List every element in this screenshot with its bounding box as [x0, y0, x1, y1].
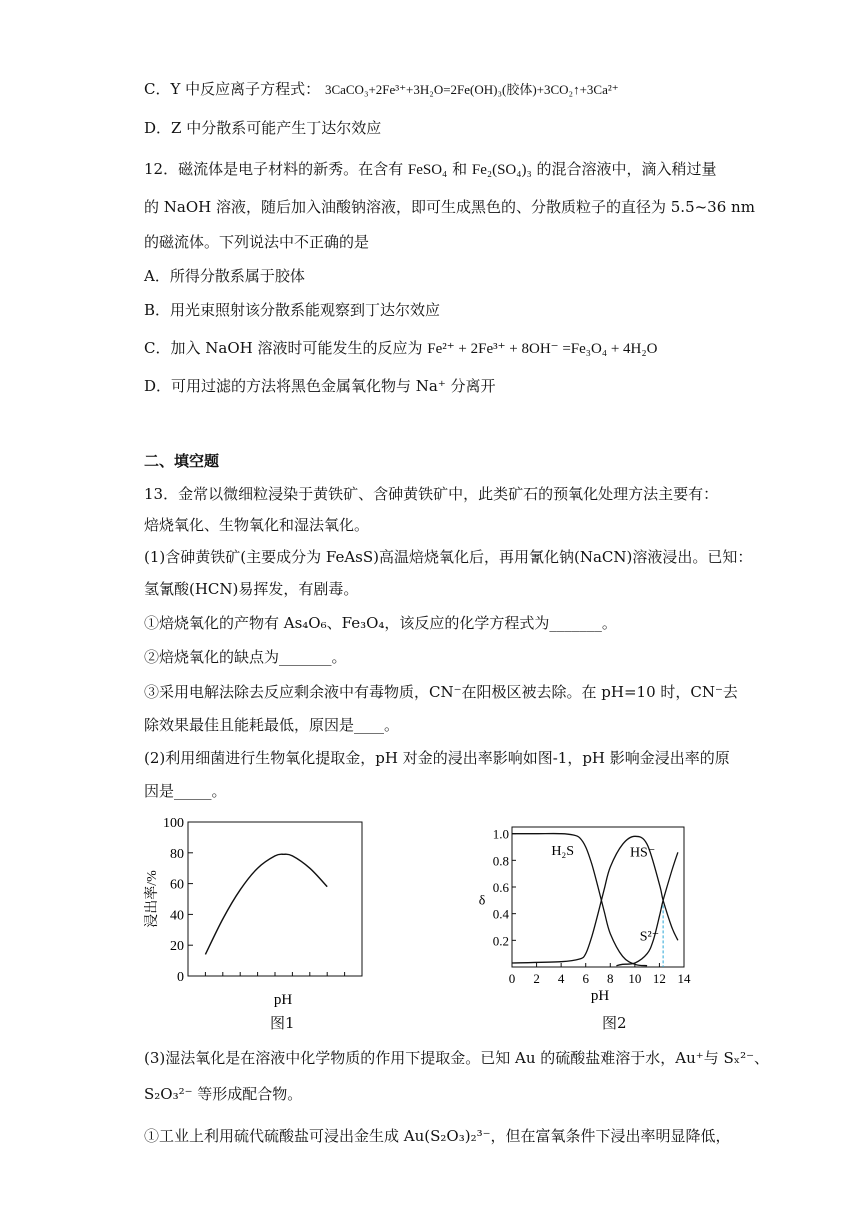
- q12-option-a: A．所得分散系属于胶体: [144, 267, 305, 285]
- fe2so43-formula: Fe₂(SO₄)₃: [471, 162, 532, 178]
- figure-2-xtick-label: 10: [628, 971, 642, 986]
- figure-1-series-line: [205, 854, 327, 954]
- q13-part1-item2: ②焙烧氧化的缺点为_______。: [144, 648, 347, 666]
- q11-option-d: D．Z 中分散系可能产生丁达尔效应: [144, 119, 382, 137]
- figure-2-xtick-label: 14: [677, 971, 691, 986]
- figure-1-ytick-label: 80: [170, 846, 184, 862]
- q11-option-c: [144, 78, 619, 101]
- figure-2-xtick-label: 6: [582, 971, 589, 986]
- figure-2-ytick-label: 0.8: [492, 853, 509, 869]
- q12-stem-line3: 的磁流体。下列说法中不正确的是: [144, 233, 370, 251]
- figure-1-xlabel: pH: [273, 992, 293, 1008]
- figure-1-chart: [140, 812, 380, 1012]
- figure-2-xtick-label: 0: [508, 971, 516, 986]
- q13-stem-line2: 焙烧氧化、生物氧化和湿法氧化。: [144, 516, 370, 534]
- q12-reaction-formula: Fe²⁺ + 2Fe³⁺ + 8OH⁻ =Fe₃O₄ + 4H₂O: [427, 341, 658, 357]
- figure-2-ytick-label: 1.0: [492, 826, 509, 842]
- figure-1-ytick-label: 0: [177, 970, 184, 985]
- q13-part1-item1: ①焙烧氧化的产物有 As₄O₆、Fe₃O₄，该反应的化学方程式为_______。: [144, 614, 617, 632]
- figure-2-plot-frame: [512, 827, 684, 967]
- q13-part3-line1: (3)湿法氧化是在溶液中化学物质的作用下提取金。已知 Au 的硫酸盐难溶于水，Au⁺与 Sₓ²⁻、: [144, 1049, 770, 1067]
- figure-2-series-line-2: [616, 852, 678, 965]
- q13-part1-item3-line2: 除效果最佳且能耗最低，原因是____。: [144, 716, 400, 734]
- figure-1-ytick-label: 60: [170, 877, 184, 893]
- q13-part1-line2: 氢氰酸(HCN)易挥发，有剧毒。: [144, 580, 359, 598]
- figure-2-xtick-label: 12: [652, 971, 666, 986]
- section-heading: 二、填空题: [144, 452, 220, 470]
- figure-2-xtick-label: 8: [607, 971, 614, 986]
- figure-2-ylabel: δ: [478, 893, 486, 909]
- q12-stem-text-b: 和: [452, 160, 468, 178]
- q12-option-d: D．可用过滤的方法将黑色金属氧化物与 Na⁺ 分离开: [144, 377, 496, 395]
- q12-stem-text-a: 12．磁流体是电子材料的新秀。在含有: [144, 160, 404, 178]
- figure-2-series-label-0: H₂S: [551, 844, 575, 859]
- q13-stem-line1: 13．金常以微细粒浸染于黄铁矿、含砷黄铁矿中，此类矿石的预氧化处理方法主要有：: [144, 485, 719, 503]
- q12-stem-line1: [144, 158, 717, 181]
- q11-option-c-label: C．Y 中反应离子方程式：: [144, 80, 321, 98]
- q13-part1-item3-line1: ③采用电解法除去反应剩余液中有毒物质，CN⁻在阳极区被去除。在 pH=10 时，CN⁻去: [144, 683, 738, 701]
- figure-1-caption: 图1: [270, 1014, 295, 1032]
- q11-option-c-equation: 3CaCO₃+2Fe³⁺+3H₂O=2Fe(OH)₃(胶体)+3CO₂↑+3Ca²⁺: [324, 82, 619, 97]
- figure-1-ytick-label: 40: [170, 908, 184, 924]
- figure-1-ytick-label: 100: [163, 816, 184, 831]
- q12-option-c: [144, 337, 657, 360]
- figure-2-xtick-label: 2: [533, 971, 540, 986]
- figure-2-ytick-label: 0.4: [492, 906, 509, 922]
- figure-2-ytick-label: 0.6: [492, 880, 509, 895]
- figure-1-plot-frame: [188, 822, 362, 976]
- q12-option-b: B．用光束照射该分散系能观察到丁达尔效应: [144, 301, 441, 319]
- q13-part3-line2: S₂O₃²⁻ 等形成配合物。: [144, 1085, 303, 1103]
- q12-stem-line2: 的 NaOH 溶液，随后加入油酸钠溶液，即可生成黑色的、分散质粒子的直径为 5.5~36 nm: [144, 198, 755, 216]
- figure-2-xtick-label: 4: [557, 971, 565, 986]
- q13-part1-line1: (1)含砷黄铁矿(主要成分为 FeAsS)高温焙烧氧化后，再用氰化钠(NaCN)溶液浸出。已知：: [144, 548, 753, 566]
- figure-2-series-line-0: [512, 834, 647, 966]
- q13-part3-item1: ①工业上利用硫代硫酸盐可浸出金生成 Au(S₂O₃)₂³⁻，但在富氧条件下浸出率明显降低，: [144, 1127, 731, 1145]
- q13-part2-line1: (2)利用细菌进行生物氧化提取金，pH 对金的浸出率影响如图-1，pH 影响金浸出率的原: [144, 749, 730, 767]
- figure-2-caption: 图2: [602, 1014, 627, 1032]
- figure-2-ytick-label: 0.2: [492, 933, 509, 949]
- figure-2-xlabel: pH: [590, 988, 610, 1004]
- q12-option-c-label: C．加入 NaOH 溶液时可能发生的反应为: [144, 339, 423, 357]
- figure-2-series-label-1: HS⁻: [629, 845, 656, 861]
- figure-1-ytick-label: 20: [170, 939, 184, 955]
- figure-1-ylabel: 浸出率/%: [145, 870, 160, 928]
- feso4-formula: FeSO₄: [407, 162, 448, 178]
- figure-2-chart: [470, 815, 710, 1015]
- q13-part2-line2: 因是_____。: [144, 782, 227, 800]
- q12-stem-text-c: 的混合溶液中，滴入稍过量: [536, 160, 717, 178]
- figure-2-series-label-2: S²⁻: [639, 929, 660, 945]
